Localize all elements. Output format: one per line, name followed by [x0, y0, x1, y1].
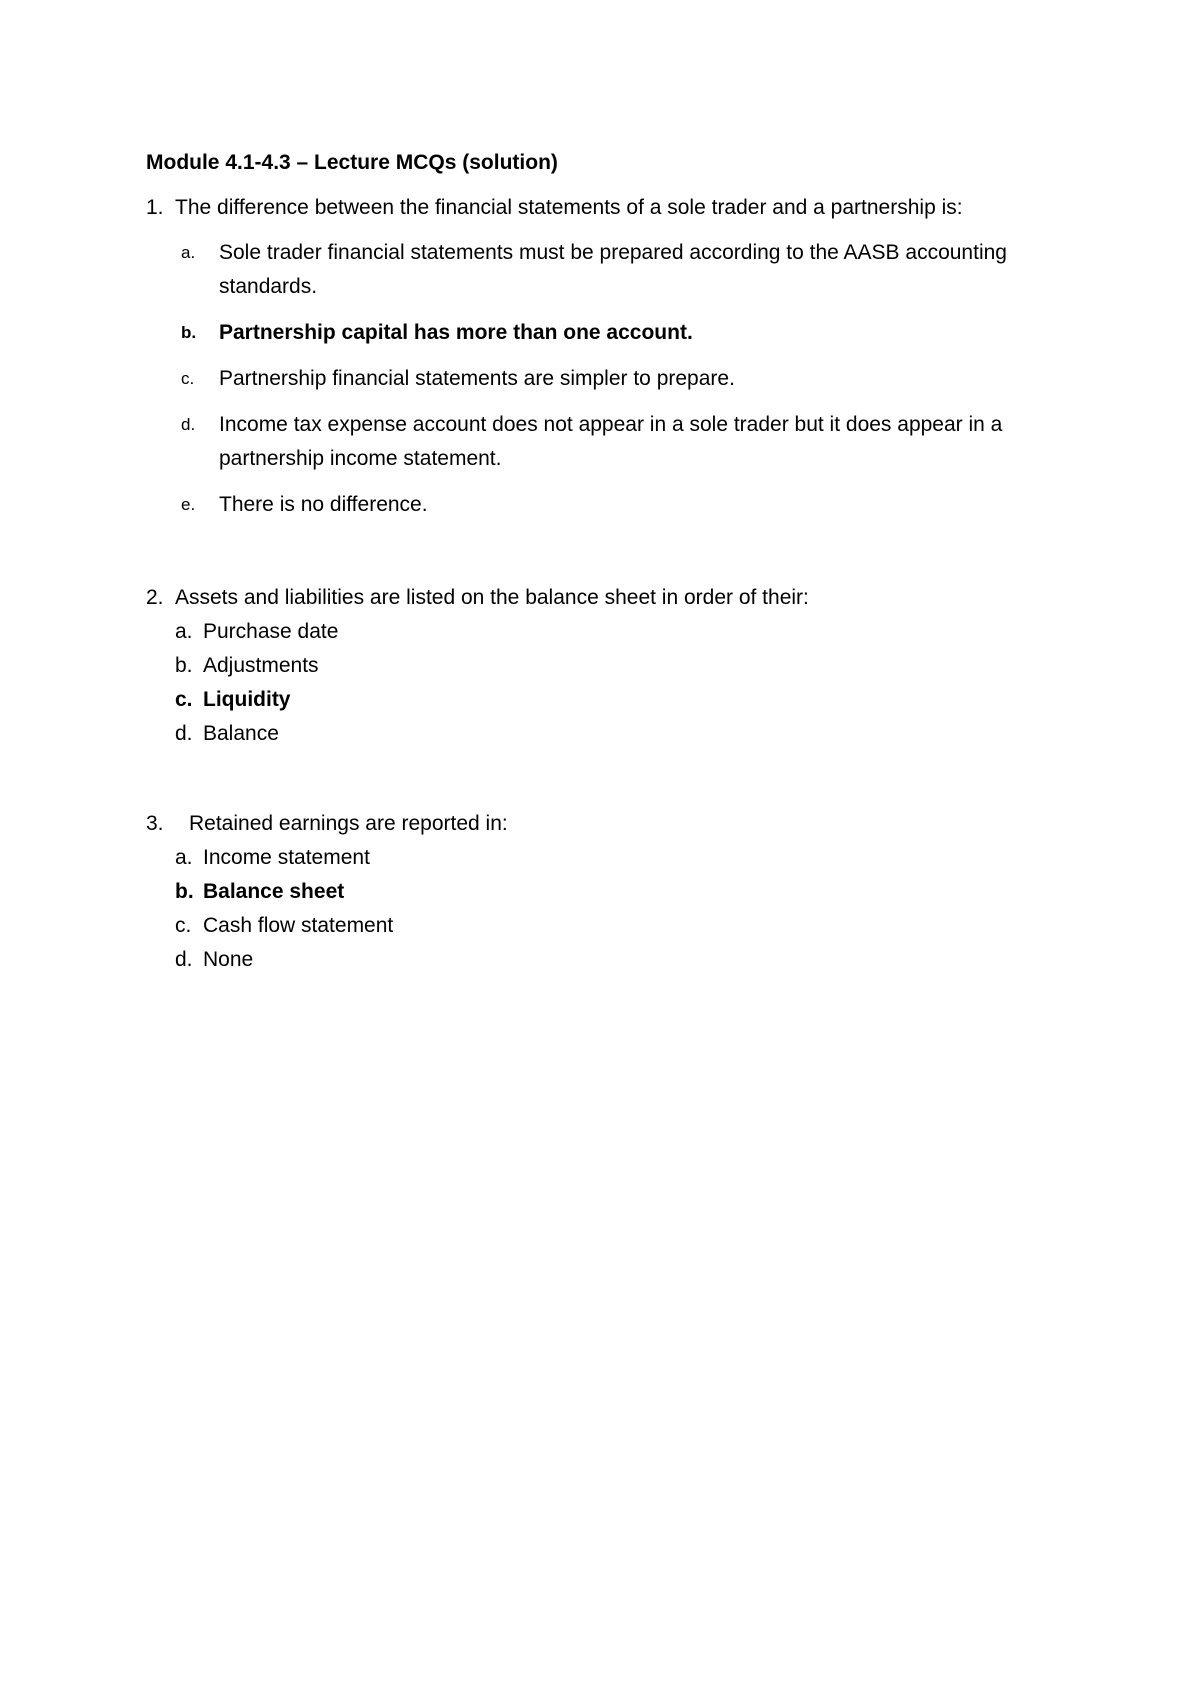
option-label: d. [175, 948, 193, 971]
option-text: Income statement [203, 846, 370, 869]
option-label: a. [175, 846, 193, 869]
question-text: Assets and liabilities are listed on the balance sheet in order of their: [175, 586, 809, 609]
option-text: Partnership capital has more than one account. [219, 321, 693, 344]
question-number: 3. [146, 812, 164, 835]
question-1 [146, 191, 1086, 225]
option-1a [181, 236, 1086, 304]
question-number: 2. [146, 586, 164, 609]
option-text: Balance sheet [203, 880, 345, 903]
option-text: Partnership financial statements are simpler to prepare. [219, 367, 735, 390]
option-text: Sole trader financial statements must be prepared according to the AASB accounting standards. [219, 241, 1007, 298]
question-2 [146, 581, 1086, 615]
option-text: Liquidity [203, 688, 291, 711]
option-label: c. [181, 369, 195, 388]
option-1c [181, 362, 1086, 396]
option-3c [175, 909, 1086, 943]
option-text: Adjustments [203, 654, 319, 677]
question-3-options [146, 841, 1086, 977]
option-3d [175, 943, 1086, 977]
option-label: d. [175, 722, 193, 745]
option-3a [175, 841, 1086, 875]
option-text: Cash flow statement [203, 914, 394, 937]
option-label: e. [181, 495, 196, 514]
document-title: Module 4.1-4.3 – Lecture MCQs (solution) [146, 151, 558, 174]
option-2c-correct [175, 683, 1086, 717]
option-label: c. [175, 688, 193, 711]
option-text: Balance [203, 722, 279, 745]
option-label: d. [181, 415, 196, 434]
option-text: There is no difference. [219, 493, 428, 516]
spacer [146, 751, 1086, 807]
question-3 [146, 807, 1086, 841]
option-1d [181, 408, 1086, 476]
option-1b-correct [181, 316, 1086, 350]
option-label: b. [181, 323, 197, 342]
question-1-options [146, 236, 1086, 522]
spacer [146, 534, 1086, 581]
question-number: 1. [146, 196, 164, 219]
option-text: Income tax expense account does not appear in a sole trader but it does appear in a partnership income statement. [219, 413, 1003, 470]
option-3b-correct [175, 875, 1086, 909]
option-2d [175, 717, 1086, 751]
option-label: b. [175, 654, 193, 677]
option-label: c. [175, 914, 192, 937]
document-body [146, 146, 1086, 977]
question-2-options [146, 615, 1086, 751]
option-label: a. [181, 243, 196, 262]
option-1e [181, 488, 1086, 522]
option-2a [175, 615, 1086, 649]
option-2b [175, 649, 1086, 683]
option-label: b. [175, 880, 194, 903]
option-text: None [203, 948, 254, 971]
question-text: Retained earnings are reported in: [189, 812, 508, 835]
option-label: a. [175, 620, 193, 643]
option-text: Purchase date [203, 620, 339, 643]
question-text: The difference between the financial statements of a sole trader and a partnership is: [175, 196, 963, 219]
